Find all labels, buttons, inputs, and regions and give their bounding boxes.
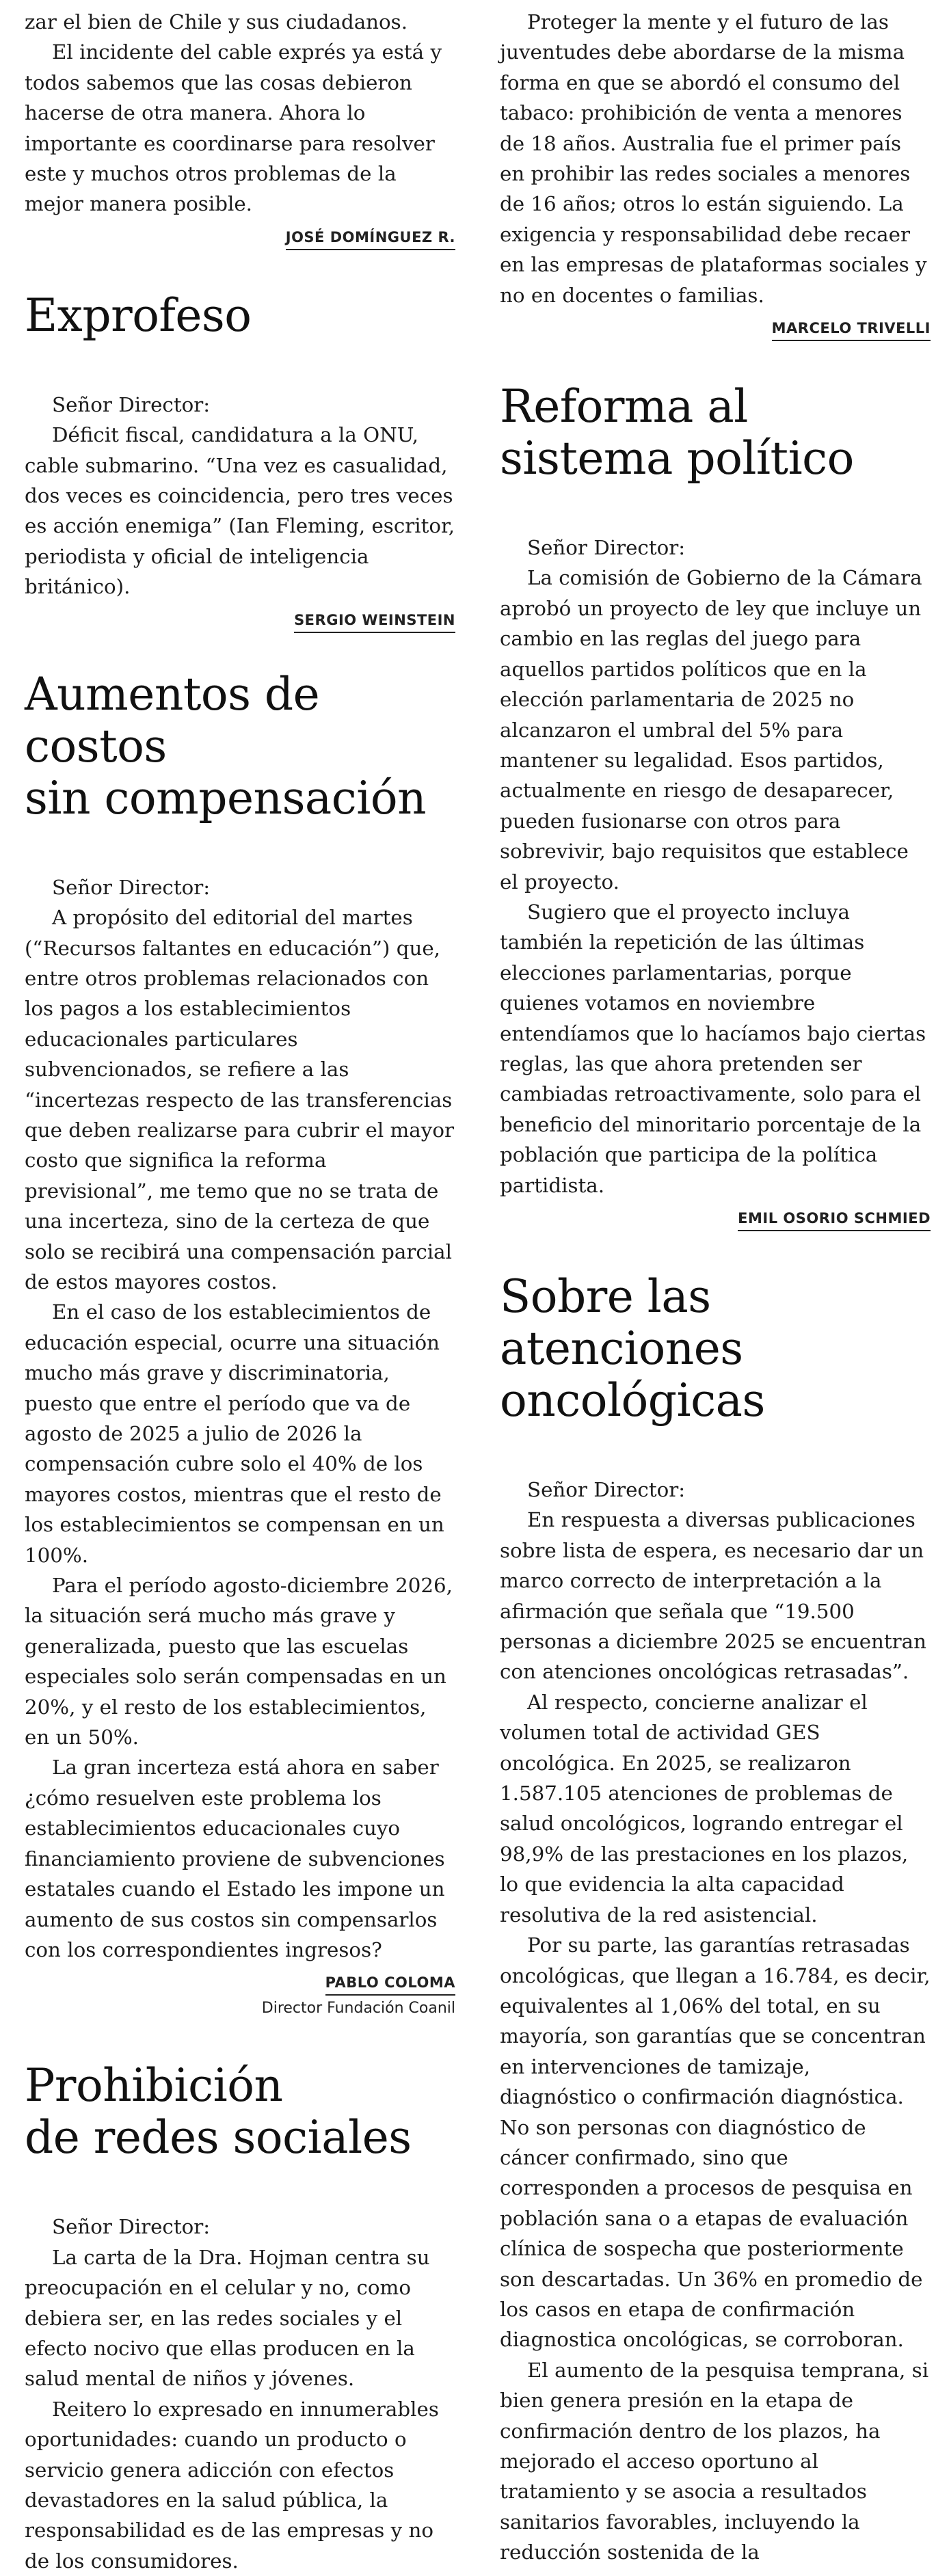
letter-salutation: Señor Director: — [52, 2215, 211, 2239]
letter-salutation: Señor Director: — [52, 875, 211, 899]
signature-row — [25, 1973, 455, 1996]
letter-signature: SERGIO WEINSTEIN — [294, 611, 455, 633]
letter-aumentos-de-costos — [25, 669, 455, 2021]
letter-fragment-dominguez — [25, 7, 455, 250]
letter-exprofeso — [25, 290, 455, 633]
letter-fragment-trivelli — [500, 7, 931, 341]
letter-signature: PABLO COLOMA — [325, 1973, 455, 1996]
letter-title-line: Prohibición — [25, 2059, 283, 2112]
paragraph: La gran incerteza está ahora en saber ¿cómo resuelven este problema los establecimientos educacionales cuyo financiamiento proviene de subvenciones estatales cuando el Estado les impone un aumento de sus costos sin compensarlos con los correspondientes ingresos? — [25, 1756, 445, 1961]
right-column — [500, 7, 931, 2568]
letter-title-line: sistema político — [500, 432, 854, 485]
paragraph: La comisión de Gobierno de la Cámara aprobó un proyecto de ley que incluye un cambio en las reglas del juego para aquellos partidos políticos que en la elección parlamentaria de 2025 no alcanzaron el umbral del 5% para mantener su legalidad. Esos partidos, actualmente en riesgo de desaparecer, pueden fusionarse con otros para sobrevivir, bajo requisitos que establece el proyecto. — [500, 566, 922, 894]
left-column — [25, 7, 455, 2576]
paragraph: Déficit fiscal, candidatura a la ONU, cable submarino. “Una vez es casualidad, dos veces es coincidencia, pero tres veces es acción enemiga” (Ian Fleming, escritor, periodista y oficial de inteligencia británico). — [25, 423, 455, 599]
letter-title-line: sin compensación — [25, 771, 427, 824]
letter-title-line: Aumentos de costos — [25, 667, 320, 773]
letter-title-line: Sobre las atenciones — [500, 1270, 743, 1375]
letter-title-line: de redes sociales — [25, 2111, 412, 2164]
paragraph: El aumento de la pesquisa temprana, si bien genera presión en la etapa de confirmación dentro de los plazos, ha mejorado el acceso oportuno al tratamiento y se asocia a resultados sanitarios favorables, incluyendo la reducción sostenida de la — [500, 2358, 929, 2564]
signature-row — [25, 611, 455, 633]
letter-title — [500, 1271, 931, 1427]
letter-salutation: Señor Director: — [527, 536, 686, 560]
letter-prohibicion-redes-sociales — [25, 2060, 455, 2576]
signature-row — [500, 1209, 931, 1231]
paragraph: El incidente del cable exprés ya está y todos sabemos que las cosas debieron hacerse de otra manera. Ahora lo importante es coordinarse para resolver este y muchos otros problemas de la mejor manera posible. — [25, 40, 442, 216]
paragraph: Proteger la mente y el futuro de las juventudes debe abordarse de la misma forma en que se abordó el consumo del tabaco: prohibición de venta a menores de 18 años. Australia fue el primer país en prohibir las redes sociales a menores de 16 años; otros lo están siguiendo. La exigencia y responsabilidad debe recaer en las empresas de plataformas sociales y no en docentes o familias. — [500, 10, 927, 307]
letter-signature: JOSÉ DOMÍNGUEZ R. — [286, 228, 455, 250]
signature-row — [500, 319, 931, 341]
paragraph: Para el período agosto-diciembre 2026, la situación será mucho más grave y generalizada, puesto que las escuelas especiales solo serán compensadas en un 20%, y el resto de los establecimientos, en un 50%. — [25, 1574, 453, 1749]
letter-salutation: Señor Director: — [52, 392, 211, 416]
letter-title-line: oncológicas — [500, 1374, 765, 1427]
paragraph: Sugiero que el proyecto incluya también la repetición de las últimas elecciones parlamentarias, porque quienes votamos en noviembre entendíamos que lo hacíamos bajo ciertas reglas, las que ahora pretenden ser cambiadas retroactivamente, solo para el beneficio del minoritario porcentaje de la población que participa de la política partidista. — [500, 900, 926, 1197]
letter-title-line: Reforma al — [500, 380, 748, 433]
paragraph: La carta de la Dra. Hojman centra su preocupación en el celular y no, como debiera ser, en las redes sociales y el efecto nocivo que ellas producen en la salud mental de niños y jóvenes. — [25, 2245, 430, 2391]
signature-role: Director Fundación Coanil — [261, 2000, 455, 2017]
paragraph: Por su parte, las garantías retrasadas oncológicas, que llegan a 16.784, es decir, equivalentes al 1,06% del total, en su mayoría, son garantías que se concentran en intervenciones de tamizaje, diagnóstico o confirmación diagnóstica. No son personas con diagnóstico de cáncer confirmado, sino que corresponden a procesos de pesquisa en población sana o a etapas de evaluación clínica de sospecha que posteriormente son descartadas. Un 36% en promedio de los casos en etapa de confirmación diagnostica oncológicas, se corroboran. — [500, 1933, 931, 2352]
paragraph: Al respecto, concierne analizar el volumen total de actividad GES oncológica. En 2025, se realizaron 1.587.105 atenciones de problemas de salud oncológicos, logrando entregar el 98,9% de las prestaciones en los plazos, lo que evidencia la alta capacidad resolutiva de la red asistencial. — [500, 1690, 909, 1927]
letter-reforma-sistema-politico — [500, 381, 931, 1231]
letter-atenciones-oncologicas — [500, 1271, 931, 2568]
paragraph: En el caso de los establecimientos de educación especial, ocurre una situación mucho más grave y discriminatoria, puesto que entre el período que va de agosto de 2025 a julio de 2026 la compensación cubre solo el 40% de los mayores costos, mientras que el resto de los establecimientos se compensan en un 100%. — [25, 1300, 444, 1567]
letter-signature: MARCELO TRIVELLI — [772, 319, 931, 341]
letter-title — [25, 669, 455, 824]
paragraph: A propósito del editorial del martes (“Recursos faltantes en educación”) que, entre otros problemas relacionados con los pagos a los establecimientos educacionales particulares subvencionados, se refiere a las “incertezas respecto de las transferencias que deben realizarse para cubrir el mayor costo que significa la reforma previsional”, me temo que no se trata de una incerteza, sino de la certeza de que solo se recibirá una compensación parcial de estos mayores costos. — [25, 906, 454, 1293]
paragraph: En respuesta a diversas publicaciones sobre lista de espera, es necesario dar un marco correcto de interpretación a la afirmación que señala que “19.500 personas a diciembre 2025 se encuentran con atenciones oncológicas retrasadas”. — [500, 1508, 927, 1684]
letter-title: Exprofeso — [25, 289, 252, 342]
letter-title — [500, 381, 931, 485]
signature-row — [25, 228, 455, 250]
paragraph: zar el bien de Chile y sus ciudadanos. — [25, 10, 408, 33]
letter-signature: EMIL OSORIO SCHMIED — [738, 1209, 931, 1231]
paragraph: Reitero lo expresado en innumerables oportunidades: cuando un producto o servicio genera adicción con efectos devastadores en la salud pública, la responsabilidad es de las empresas y no de los consumidores. — [25, 2397, 439, 2573]
letter-salutation: Señor Director: — [527, 1478, 686, 1501]
letter-title — [25, 2060, 455, 2164]
